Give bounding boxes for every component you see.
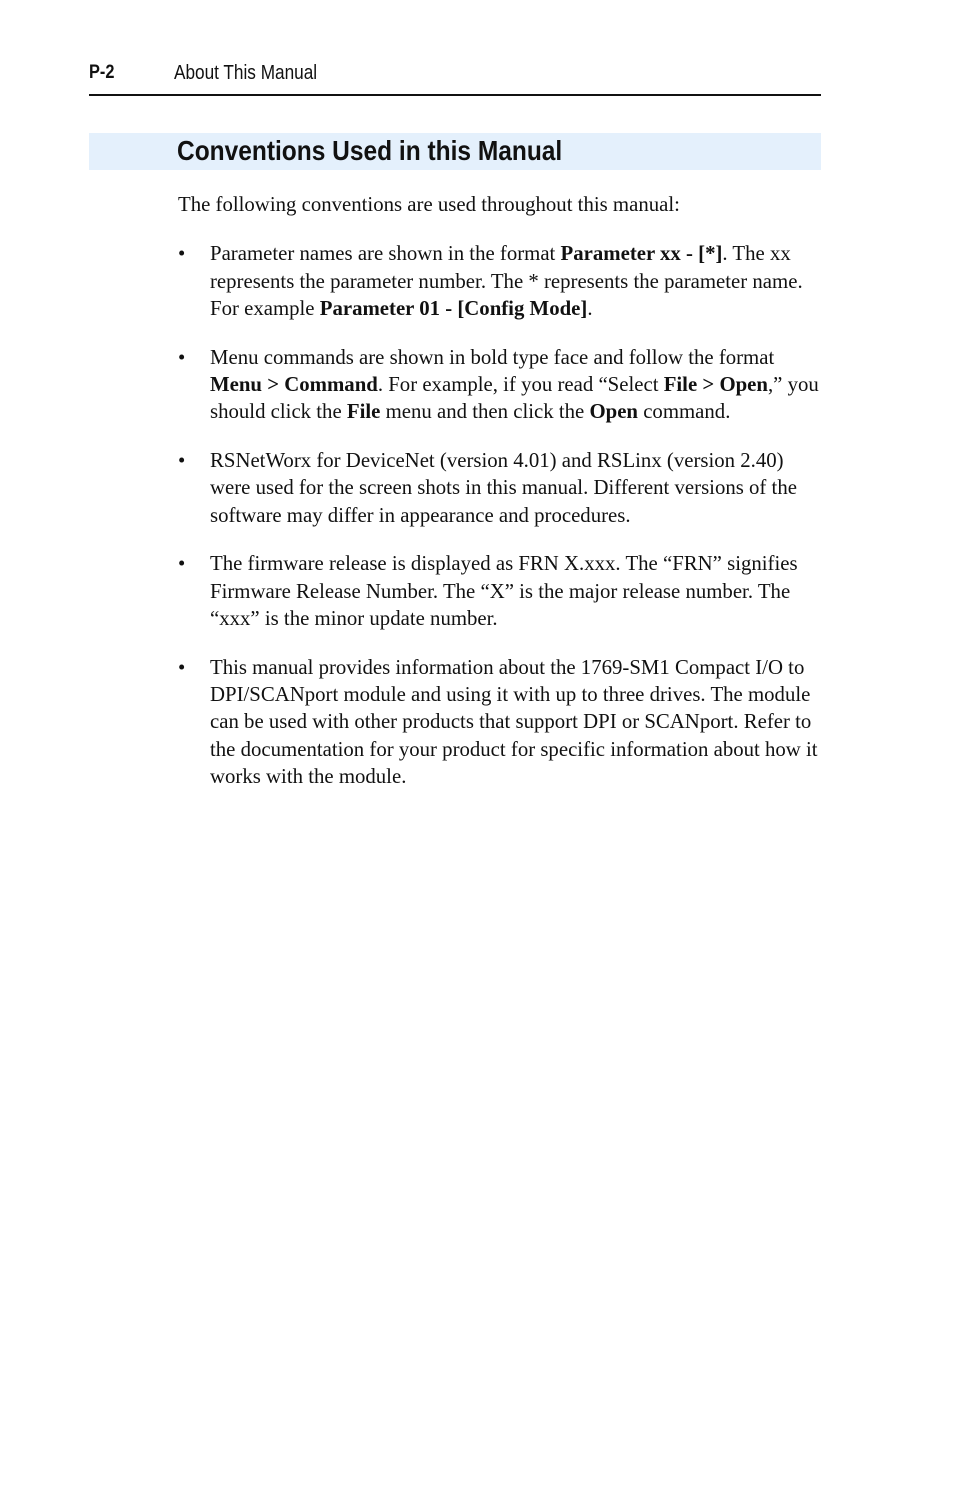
- bullet-icon: •: [178, 242, 186, 266]
- item-bold-text: File: [346, 400, 381, 424]
- bullet-icon: •: [178, 552, 186, 576]
- item-bold-text: File > Open: [663, 372, 768, 396]
- page-header: [89, 58, 821, 96]
- item-bold-text: Menu > Command: [210, 372, 378, 396]
- page-number: P-2: [89, 62, 115, 83]
- list-item-software-versions: [178, 447, 821, 529]
- list-item-menu-commands: [178, 344, 821, 426]
- item-bold-text: Parameter xx - [*]: [560, 242, 723, 266]
- bullet-icon: •: [178, 449, 186, 473]
- item-bold-text: Parameter 01 - [Config Mode]: [319, 296, 588, 320]
- conventions-list: [178, 240, 821, 790]
- list-item-parameter-names: [178, 240, 821, 322]
- section-title: Conventions Used in this Manual: [177, 135, 563, 166]
- item-text: The firmware release is displayed as FRN X.xxx. The “FRN” signifies Firmware Release Number. The “X” is the major release number. The “xxx” is the minor update number.: [210, 552, 798, 631]
- item-text: command.: [638, 400, 731, 424]
- body-content: [178, 191, 821, 812]
- item-bold-text: Open: [589, 400, 638, 424]
- item-text: .: [587, 296, 593, 320]
- item-text: This manual provides information about the 1769-SM1 Compact I/O to DPI/SCANport module and using it with up to three drives. The module can be used with other products that support DPI or SCANport. Refer to the documentation for your product for specific information about how it works with the module.: [210, 655, 818, 789]
- item-text: menu and then click the: [380, 400, 590, 424]
- list-item-module-info: [178, 654, 821, 790]
- item-text: . The xx represents the parameter number. The * represents the parameter name. For example: [210, 242, 803, 320]
- item-text: ,” you should click the: [210, 372, 819, 424]
- item-text: Menu commands are shown in bold type face and follow the format: [210, 345, 775, 369]
- item-text: RSNetWorx for DeviceNet (version 4.01) and RSLinx (version 2.40) were used for the screen shots in this manual. Different versions of the software may differ in appearance and procedures.: [210, 449, 797, 527]
- running-header-title: About This Manual: [174, 62, 318, 84]
- bullet-icon: •: [178, 345, 186, 369]
- intro-paragraph: The following conventions are used throughout this manual:: [178, 193, 680, 216]
- list-item-firmware-release: [178, 550, 821, 632]
- item-text: . For example, if you read “Select: [377, 372, 664, 396]
- section-heading-band: [89, 133, 821, 170]
- bullet-icon: •: [178, 655, 186, 679]
- item-text: Parameter names are shown in the format: [210, 242, 561, 266]
